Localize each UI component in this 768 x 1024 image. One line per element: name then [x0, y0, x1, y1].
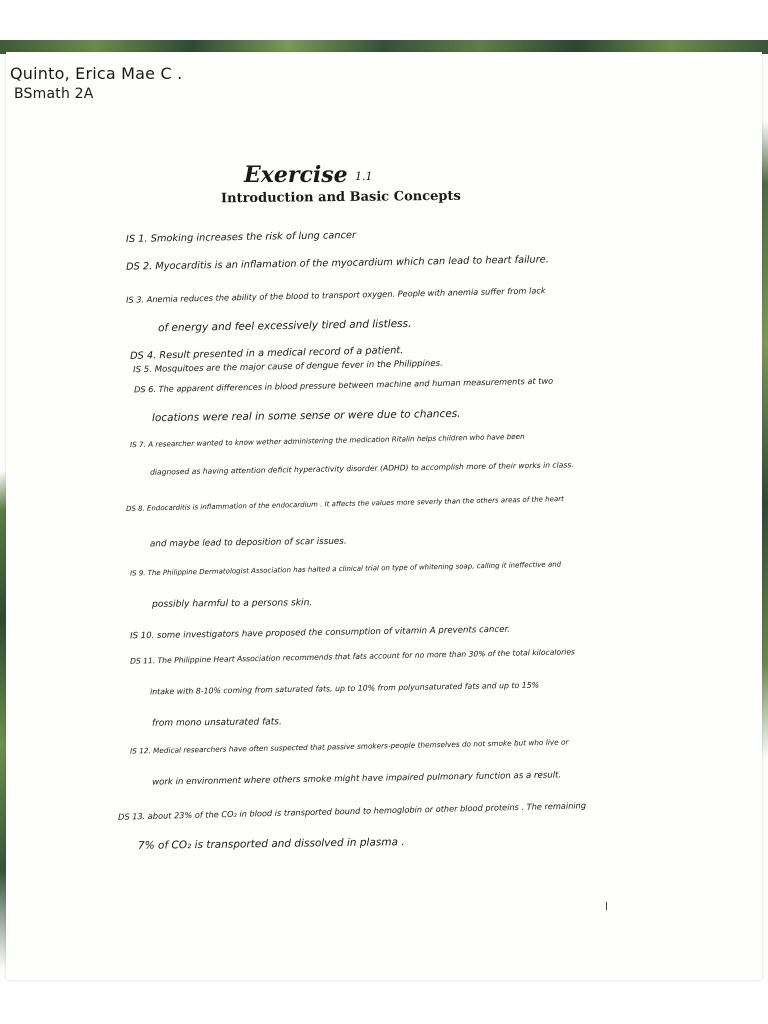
item-12-cont: work in environment where others smoke might have impaired pulmonary function as a result.: [151, 770, 562, 788]
item-7: IS 7. A researcher wanted to know wether administering the medication Ritalin helps children who have been: [129, 431, 525, 450]
exercise-title: Exercise: [244, 162, 348, 188]
item-13-cont: 7% of CO₂ is transported and dissolved in plasma .: [137, 836, 405, 852]
item-8: DS 8. Endocarditis is inflammation of the endocardium . It affects the values more severly than the others areas of the heart: [125, 495, 564, 513]
item-7-cont: diagnosed as having attention deficit hyperactivity disorder (ADHD) to accomplish more of their works in class.: [149, 460, 574, 477]
item-3: IS 3. Anemia reduces the ability of the blood to transport oxygen. People with anemia suffer from lack: [125, 285, 546, 305]
item-5: IS 5. Mosquitoes are the major cause of dengue fever in the Philippines.: [132, 358, 443, 376]
item-1: IS 1. Smoking increases the risk of lung cancer: [125, 229, 357, 246]
item-4: DS 4. Result presented in a medical record of a patient.: [129, 345, 404, 362]
stray-pen-mark: [606, 902, 607, 910]
item-6-cont: locations were real in some sense or were due to chances.: [151, 407, 461, 425]
exercise-subtitle: Introduction and Basic Concepts: [220, 188, 461, 207]
item-9: IS 9. The Philippine Dermatologist Association has halted a clinical trial on type of whitening soap, calling it ineffective and: [129, 560, 562, 578]
item-10: IS 10. some investigators have proposed the consumption of vitamin A prevents cancer.: [129, 624, 511, 642]
item-6: DS 6. The apparent differences in blood pressure between machine and human measurements at two: [133, 375, 554, 395]
exercise-number: 1.1: [355, 170, 373, 183]
student-name: Quinto, Erica Mae C .: [10, 64, 183, 83]
item-11: DS 11. The Philippine Heart Association recommends that fats account for no more than 30% of the total kilocalories: [129, 647, 576, 666]
item-11-cont: intake with 8-10% coming from saturated fats, up to 10% from polyunsaturated fats and up to 15%: [149, 680, 540, 697]
student-section: BSmath 2A: [14, 86, 94, 102]
item-2: DS 2. Myocarditis is an inflamation of the myocardium which can lead to heart failure.: [125, 254, 549, 273]
item-11-cont-2: from mono unsaturated fats.: [151, 717, 282, 729]
item-13: DS 13. about 23% of the CO₂ in blood is transported bound to hemoglobin or other blood proteins . The remaining: [117, 800, 587, 822]
item-3-cont: of energy and feel excessively tired and listless.: [157, 317, 412, 335]
item-8-cont: and maybe lead to deposition of scar issues.: [149, 536, 347, 550]
item-12: IS 12. Medical researchers have often suspected that passive smokers-people themselves do not smoke but who live or: [129, 737, 569, 756]
item-9-cont: possibly harmful to a persons skin.: [151, 597, 313, 610]
